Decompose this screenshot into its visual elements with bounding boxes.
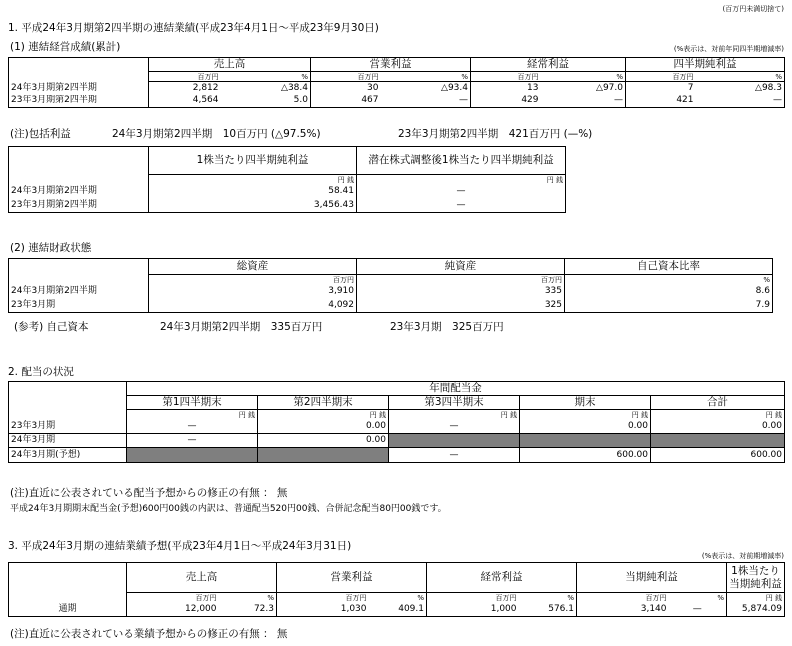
cell-value: — <box>389 420 520 434</box>
table-row <box>9 603 785 617</box>
comprehensive-income-label: (注)包括利益 <box>10 128 71 140</box>
row-label: 24年3月期 <box>9 434 127 448</box>
blank-cell <box>127 448 258 463</box>
forecast-revision-note: (注)直近に公表されている業績予想からの修正の有無 ： 無 <box>10 628 288 640</box>
cell-value: △38.4 <box>221 82 311 95</box>
table-row <box>9 299 773 313</box>
cell-value: 13 <box>471 82 541 95</box>
unit-yen: 百万円 <box>127 593 219 603</box>
dividend-revision-note: (注)直近に公表されている配当予想からの修正の有無 ： 無 <box>10 487 288 499</box>
table-row <box>9 82 785 95</box>
header-sales: 売上高 <box>149 58 311 72</box>
unit-yen-sen: 円 銭 <box>520 410 651 420</box>
blank-cell <box>389 434 520 448</box>
row-label: 23年3月期第2四半期 <box>9 199 149 213</box>
reference-equity-prior: 23年3月期 325百万円 <box>390 321 504 333</box>
cell-value: — <box>127 434 258 448</box>
cell-value: 4,092 <box>149 299 357 313</box>
cell-value: 3,910 <box>149 285 357 299</box>
header-equity-ratio: 自己資本比率 <box>565 259 773 275</box>
unit-pct: % <box>369 593 427 603</box>
cell-value: 409.1 <box>369 603 427 617</box>
unit-yen-sen: 円 銭 <box>149 175 357 185</box>
cell-value: 0.00 <box>651 420 785 434</box>
cell-value: — <box>669 603 727 617</box>
financial-position-table <box>8 258 773 313</box>
cell-value: 7.9 <box>565 299 773 313</box>
unit-yen: 百万円 <box>427 593 519 603</box>
section3-note-top: (%表示は、対前期増減率) <box>701 552 784 560</box>
header-operating-income: 営業利益 <box>311 58 471 72</box>
header-eps: 1株当たり当期純利益 <box>727 563 785 593</box>
unit-pct: % <box>219 593 277 603</box>
unit-yen-sen: 円 銭 <box>258 410 389 420</box>
unit-pct: % <box>696 72 785 82</box>
header-diluted-eps: 潜在株式調整後1株当たり四半期純利益 <box>357 147 566 175</box>
unit-yen: 百万円 <box>577 593 669 603</box>
cell-value: 8.6 <box>565 285 773 299</box>
cell-value: 600.00 <box>651 448 785 463</box>
cell-value: 2,812 <box>149 82 221 95</box>
cell-value: 12,000 <box>127 603 219 617</box>
header-year-end: 期末 <box>520 396 651 410</box>
row-label: 24年3月期(予想) <box>9 448 127 463</box>
row-label: 24年3月期第2四半期 <box>9 185 149 199</box>
table-row <box>9 420 785 434</box>
cell-value: — <box>389 448 520 463</box>
comprehensive-income-current: 24年3月期第2四半期 10百万円 (△97.5%) <box>112 128 321 140</box>
row-label: 24年3月期第2四半期 <box>9 82 149 95</box>
unit-yen: 百万円 <box>626 72 696 82</box>
unit-yen: 百万円 <box>149 72 221 82</box>
cell-value: — <box>127 420 258 434</box>
eps-table <box>8 146 566 213</box>
unit-yen-sen: 円 銭 <box>127 410 258 420</box>
unit-note: (百万円未満切捨て) <box>722 5 784 13</box>
header-net-income: 当期純利益 <box>577 563 727 593</box>
cell-value: 1,000 <box>427 603 519 617</box>
table-row <box>9 448 785 463</box>
cell-value: 600.00 <box>520 448 651 463</box>
section1-sub1: (1) 連結経営成績(累計) <box>10 41 121 53</box>
unit-yen-sen: 円 銭 <box>357 175 566 185</box>
row-label: 23年3月期 <box>9 420 127 434</box>
unit-pct: % <box>519 593 577 603</box>
header-net-income: 四半期純利益 <box>626 58 785 72</box>
cell-value: 5,874.09 <box>727 603 785 617</box>
cell-value: 421 <box>626 95 696 108</box>
cell-value: 467 <box>311 95 381 108</box>
cell-value: 5.0 <box>221 95 311 108</box>
row-label: 23年3月期第2四半期 <box>9 95 149 108</box>
cell-value: — <box>357 185 566 199</box>
table-row <box>9 285 773 299</box>
cell-value: 576.1 <box>519 603 577 617</box>
header-sales: 売上高 <box>127 563 277 593</box>
row-label: 24年3月期第2四半期 <box>9 285 149 299</box>
header-ordinary-income: 経常利益 <box>427 563 577 593</box>
blank-cell <box>520 434 651 448</box>
cell-value: 335 <box>357 285 565 299</box>
cell-value: 7 <box>626 82 696 95</box>
row-label: 23年3月期 <box>9 299 149 313</box>
cell-value: 30 <box>311 82 381 95</box>
unit-yen: 百万円 <box>357 275 565 285</box>
cell-value: 3,456.43 <box>149 199 357 213</box>
header-ordinary-income: 経常利益 <box>471 58 626 72</box>
unit-yen: 百万円 <box>277 593 369 603</box>
reference-equity-label: (参考) 自己資本 <box>14 321 89 333</box>
unit-pct: % <box>221 72 311 82</box>
cell-value: 4,564 <box>149 95 221 108</box>
section2-title: 2. 配当の状況 <box>8 366 74 378</box>
operating-results-table <box>8 57 785 108</box>
cell-value: 3,140 <box>577 603 669 617</box>
section1-title: 1. 平成24年3月期第2四半期の連結業績(平成23年4月1日～平成23年9月30日) <box>8 22 379 34</box>
cell-value: 0.00 <box>258 420 389 434</box>
cell-value: — <box>381 95 471 108</box>
table-row <box>9 185 566 199</box>
section1-sub1-note: (%表示は、対前年同四半期増減率) <box>673 45 784 53</box>
reference-equity-current: 24年3月期第2四半期 335百万円 <box>160 321 323 333</box>
dividends-table <box>8 381 785 463</box>
table-row <box>9 199 566 213</box>
row-label: 通期 <box>9 603 127 617</box>
cell-value: — <box>696 95 785 108</box>
header-net-assets: 純資産 <box>357 259 565 275</box>
header-q1-end: 第1四半期末 <box>127 396 258 410</box>
header-eps: 1株当たり四半期純利益 <box>149 147 357 175</box>
unit-yen-sen: 円 銭 <box>651 410 785 420</box>
cell-value: — <box>357 199 566 213</box>
cell-value: 325 <box>357 299 565 313</box>
unit-yen-sen: 円 銭 <box>727 593 785 603</box>
section1-sub2: (2) 連結財政状態 <box>10 242 92 254</box>
cell-value: 58.41 <box>149 185 357 199</box>
unit-yen: 百万円 <box>311 72 381 82</box>
unit-pct: % <box>669 593 727 603</box>
forecast-table <box>8 562 785 617</box>
header-total-assets: 総資産 <box>149 259 357 275</box>
comprehensive-income-prior: 23年3月期第2四半期 421百万円 (—%) <box>398 128 593 140</box>
section3-title: 3. 平成24年3月期の連結業績予想(平成23年4月1日～平成24年3月31日) <box>8 540 352 552</box>
header-q2-end: 第2四半期末 <box>258 396 389 410</box>
dividend-breakdown-note: 平成24年3月期期末配当金(予想)600円00銭の内訳は、普通配当520円00銭、合併記念配当80円00銭です。 <box>10 504 447 514</box>
cell-value: △98.3 <box>696 82 785 95</box>
unit-yen: 百万円 <box>471 72 541 82</box>
header-operating-income: 営業利益 <box>277 563 427 593</box>
cell-value: — <box>541 95 626 108</box>
header-q3-end: 第3四半期末 <box>389 396 520 410</box>
unit-yen-sen: 円 銭 <box>389 410 520 420</box>
cell-value: 72.3 <box>219 603 277 617</box>
cell-value: 429 <box>471 95 541 108</box>
header-total: 合計 <box>651 396 785 410</box>
unit-pct: % <box>565 275 773 285</box>
cell-value: 0.00 <box>520 420 651 434</box>
unit-yen: 百万円 <box>149 275 357 285</box>
cell-value: △93.4 <box>381 82 471 95</box>
cell-value: △97.0 <box>541 82 626 95</box>
cell-value: 1,030 <box>277 603 369 617</box>
header-annual-dividends: 年間配当金 <box>127 382 785 396</box>
unit-pct: % <box>541 72 626 82</box>
table-row <box>9 95 785 108</box>
table-row <box>9 434 785 448</box>
unit-pct: % <box>381 72 471 82</box>
blank-cell <box>258 448 389 463</box>
blank-cell <box>651 434 785 448</box>
cell-value: 0.00 <box>258 434 389 448</box>
